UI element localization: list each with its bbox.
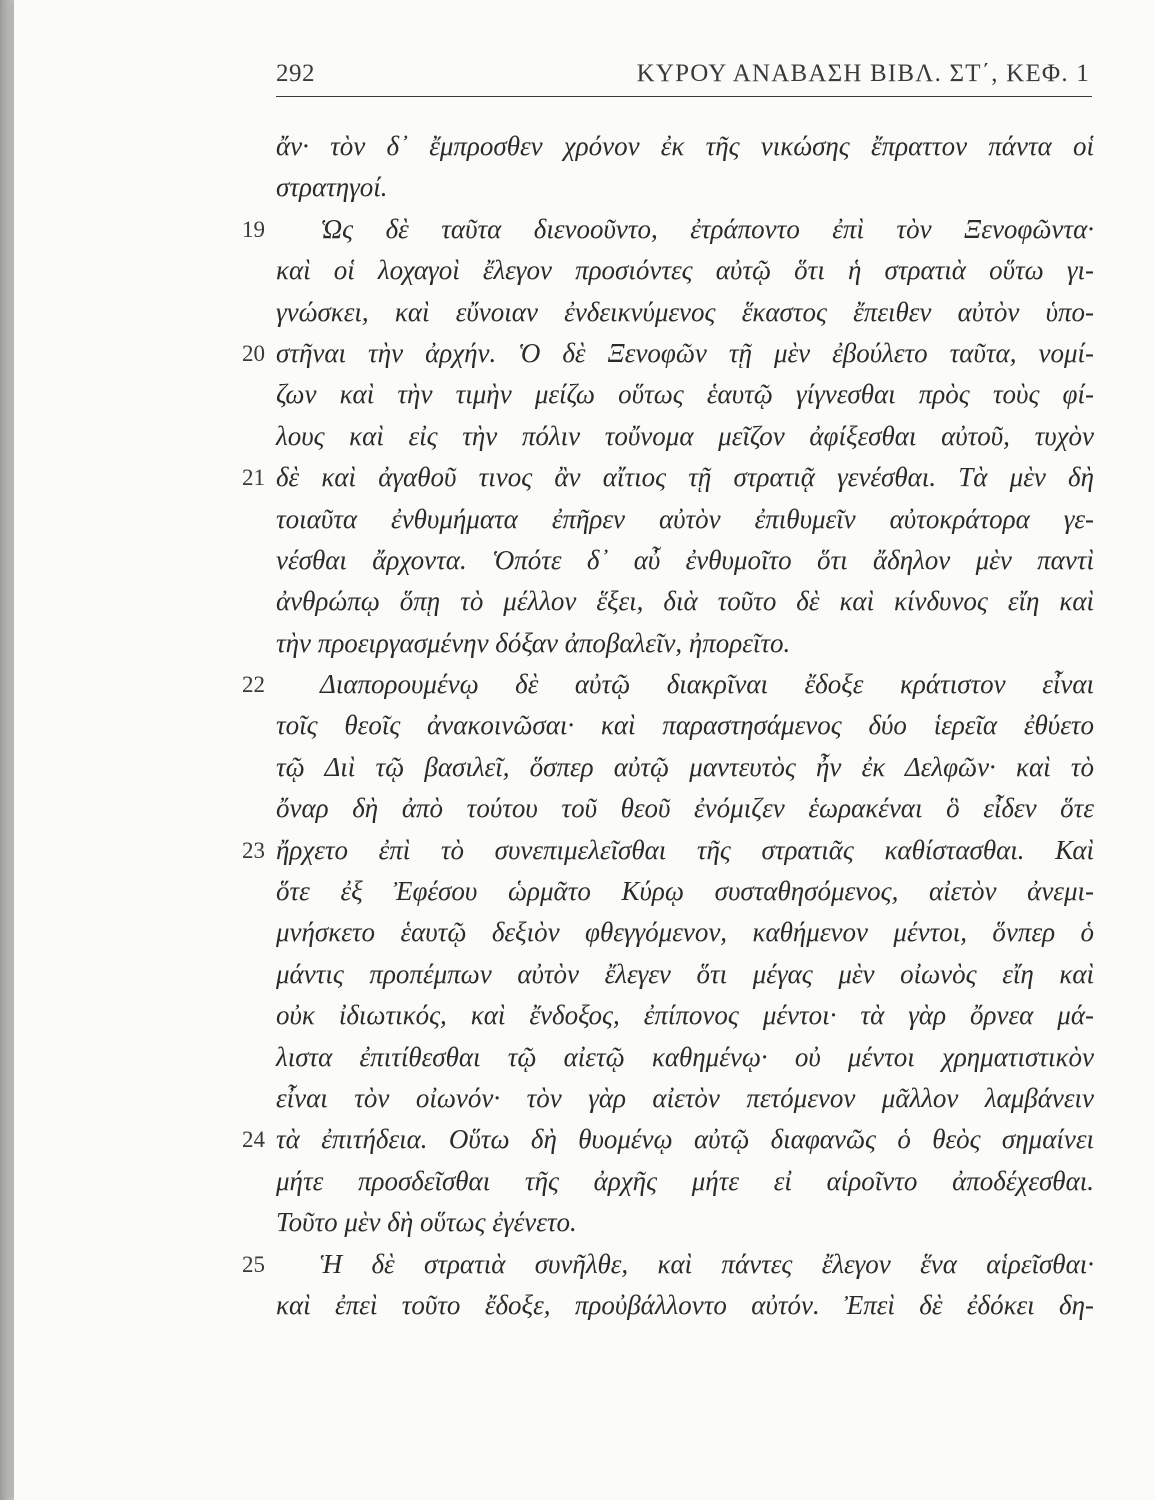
line-text: τῷ Διὶ τῷ βασιλεῖ, ὅσπερ αὐτῷ μαντευτὸς ἦν ἐκ Δελφῶν· καὶ τὸ bbox=[276, 751, 1094, 782]
text-line bbox=[0, 912, 1155, 953]
text-line bbox=[0, 126, 1155, 167]
text-line bbox=[0, 1161, 1155, 1202]
text-line bbox=[0, 788, 1155, 829]
text-line bbox=[0, 250, 1155, 291]
text-line bbox=[0, 871, 1155, 912]
text-line bbox=[0, 167, 1155, 208]
line-text: εἶναι τὸν οἰωνόν· τὸν γὰρ αἰετὸν πετόμενον μᾶλλον λαμβάνειν bbox=[276, 1082, 1094, 1113]
section-number: 22 bbox=[242, 672, 265, 698]
line-text: τὴν προειργασμένην δόξαν ἀποβαλεῖν, ἠπορεῖτο. bbox=[276, 627, 791, 658]
line-text: μνήσκετο ἑαυτῷ δεξιὸν φθεγγόμενον, καθήμενον μέντοι, ὅνπερ ὁ bbox=[276, 917, 1094, 948]
line-text: στρατηγοί. bbox=[276, 172, 388, 203]
text-line bbox=[0, 664, 1155, 705]
line-text: Τοῦτο μὲν δὴ οὕτως ἐγένετο. bbox=[276, 1207, 577, 1238]
line-text: μάντις προπέμπων αὐτὸν ἔλεγεν ὅτι μέγας μὲν οἰωνὸς εἴη καὶ bbox=[276, 958, 1094, 989]
text-line bbox=[0, 1037, 1155, 1078]
text-line bbox=[0, 333, 1155, 374]
line-text: λους καὶ εἰς τὴν πόλιν τοὔνομα μεῖζον ἀφίξεσθαι αὐτοῦ, τυχὸν bbox=[276, 420, 1094, 451]
text-line bbox=[0, 209, 1155, 250]
line-text: τοιαῦτα ἐνθυμήματα ἐπῆρεν αὐτὸν ἐπιθυμεῖν αὐτοκράτορα γε- bbox=[276, 503, 1094, 534]
section-number: 23 bbox=[242, 837, 265, 863]
text-line bbox=[0, 705, 1155, 746]
line-text: ζων καὶ τὴν τιμὴν μείζω οὕτως ἑαυτῷ γίγνεσθαι πρὸς τοὺς φί- bbox=[276, 379, 1094, 410]
text-line bbox=[0, 1119, 1155, 1160]
line-text: καὶ ἐπεὶ τοῦτο ἔδοξε, προὐβάλλοντο αὐτόν. Ἐπεὶ δὲ ἐδόκει δη- bbox=[276, 1289, 1094, 1320]
line-text: καὶ οἱ λοχαγοὶ ἔλεγον προσιόντες αὐτῷ ὅτι ἡ στρατιὰ οὕτω γι- bbox=[276, 255, 1094, 286]
text-line bbox=[0, 1202, 1155, 1243]
text-line bbox=[0, 830, 1155, 871]
section-number: 20 bbox=[242, 340, 265, 366]
section-number: 25 bbox=[242, 1251, 265, 1277]
line-text: στῆναι τὴν ἀρχήν. Ὁ δὲ Ξενοφῶν τῇ μὲν ἐβούλετο ταῦτα, νομί- bbox=[276, 337, 1094, 368]
text-line bbox=[0, 995, 1155, 1036]
greek-text-body bbox=[0, 126, 1155, 1326]
line-text: μήτε προσδεῖσθαι τῆς ἀρχῆς μήτε εἰ αἱροῖντο ἀποδέχεσθαι. bbox=[276, 1165, 1094, 1196]
line-text: δὲ καὶ ἀγαθοῦ τινος ἂν αἴτιος τῇ στρατιᾷ γενέσθαι. Τὰ μὲν δὴ bbox=[276, 462, 1094, 493]
line-text: τὰ ἐπιτήδεια. Οὕτω δὴ θυομένῳ αὐτῷ διαφανῶς ὁ θεὸς σημαίνει bbox=[276, 1124, 1094, 1155]
text-line bbox=[0, 416, 1155, 457]
section-number: 19 bbox=[242, 216, 265, 242]
running-title: ΚΥΡΟΥ ΑΝΑΒΑΣΗ ΒΙΒΛ. ΣΤ΄, ΚΕΦ. 1 bbox=[636, 60, 1090, 87]
text-line bbox=[0, 457, 1155, 498]
line-text: τοῖς θεοῖς ἀνακοινῶσαι· καὶ παραστησάμενος δύο ἱερεῖα ἐθύετο bbox=[276, 710, 1094, 741]
line-text: ἄν· τὸν δ᾽ ἔμπροσθεν χρόνον ἐκ τῆς νικώσης ἔπραττον πάντα οἱ bbox=[276, 131, 1094, 161]
text-line bbox=[0, 747, 1155, 788]
text-line bbox=[0, 581, 1155, 622]
line-text: οὐκ ἰδιωτικός, καὶ ἔνδοξος, ἐπίπονος μέντοι· τὰ γὰρ ὄρνεα μά- bbox=[276, 1000, 1094, 1031]
line-text: νέσθαι ἄρχοντα. Ὁπότε δ᾽ αὖ ἐνθυμοῖτο ὅτι ἄδηλον μὲν παντὶ bbox=[276, 544, 1094, 575]
section-number: 24 bbox=[242, 1127, 265, 1153]
text-line bbox=[0, 1244, 1155, 1285]
text-line bbox=[0, 540, 1155, 581]
line-text: Ἡ δὲ στρατιὰ συνῆλθε, καὶ πάντες ἔλεγον ἕνα αἱρεῖσθαι· bbox=[320, 1248, 1094, 1279]
text-line bbox=[0, 954, 1155, 995]
line-text: Διαπορουμένῳ δὲ αὐτῷ διακρῖναι ἔδοξε κράτιστον εἶναι bbox=[320, 669, 1094, 700]
line-text: ἀνθρώπῳ ὅπῃ τὸ μέλλον ἕξει, διὰ τοῦτο δὲ καὶ κίνδυνος εἴη καὶ bbox=[276, 586, 1094, 617]
text-line bbox=[0, 499, 1155, 540]
text-line bbox=[0, 374, 1155, 415]
text-line bbox=[0, 623, 1155, 664]
text-line bbox=[0, 292, 1155, 333]
line-text: ὅτε ἐξ Ἐφέσου ὡρμᾶτο Κύρῳ συσταθησόμενος, αἰετὸν ἀνεμι- bbox=[276, 876, 1094, 907]
line-text: λιστα ἐπιτίθεσθαι τῷ αἰετῷ καθημένῳ· οὐ μέντοι χρηματιστικὸν bbox=[276, 1041, 1094, 1072]
running-header bbox=[276, 58, 1092, 97]
text-line bbox=[0, 1285, 1155, 1326]
line-text: ὄναρ δὴ ἀπὸ τούτου τοῦ θεοῦ ἐνόμιζεν ἑωρακέναι ὃ εἶδεν ὅτε bbox=[276, 793, 1094, 824]
line-text: Ὡς δὲ ταῦτα διενοοῦντο, ἐτράποντο ἐπὶ τὸν Ξενοφῶντα· bbox=[320, 213, 1094, 244]
section-number: 21 bbox=[242, 465, 265, 491]
line-text: γνώσκει, καὶ εὔνοιαν ἐνδεικνύμενος ἕκαστος ἔπειθεν αὐτὸν ὑπο- bbox=[276, 296, 1094, 327]
text-line bbox=[0, 1078, 1155, 1119]
page-number: 292 bbox=[276, 60, 315, 87]
line-text: ἤρχετο ἐπὶ τὸ συνεπιμελεῖσθαι τῆς στρατιᾶς καθίστασθαι. Καὶ bbox=[276, 834, 1094, 865]
